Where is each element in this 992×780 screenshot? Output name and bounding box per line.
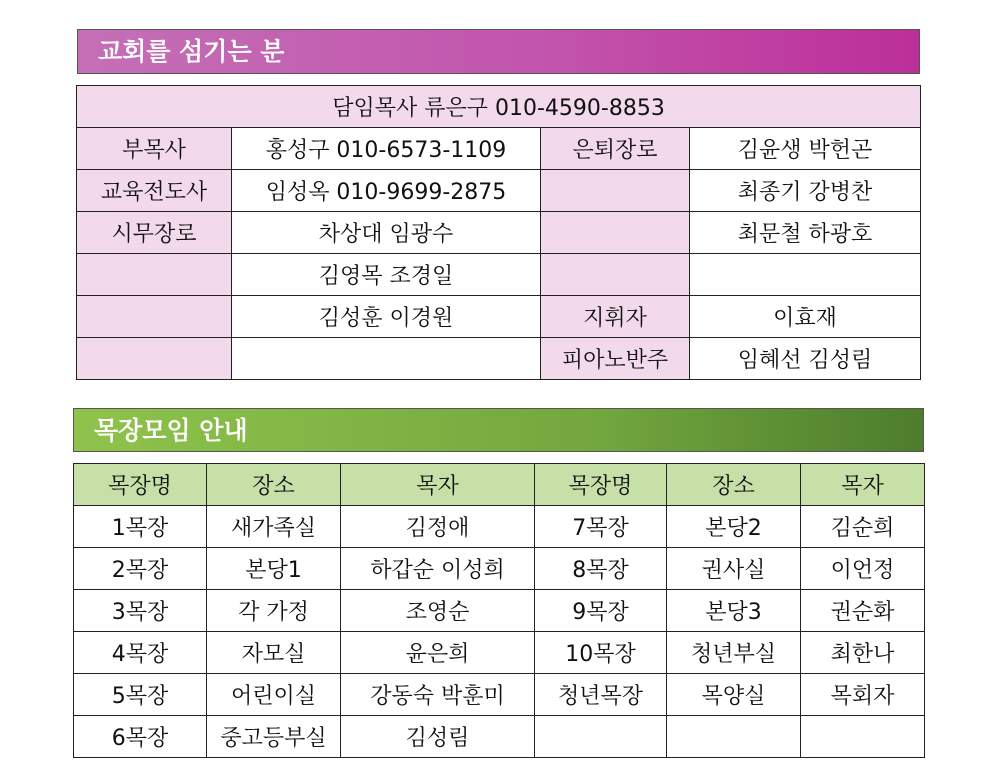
- table-cell: 8목장: [535, 548, 667, 590]
- role-cell: 교육전도사: [77, 170, 232, 212]
- table-cell: 김성림: [341, 716, 535, 758]
- table-cell: 6목장: [74, 716, 207, 758]
- role-cell: [541, 212, 690, 254]
- column-header: 목장명: [535, 464, 667, 506]
- table-cell: 이언정: [801, 548, 925, 590]
- role-cell: [77, 254, 232, 296]
- table-cell: 청년목장: [535, 674, 667, 716]
- table-row: [77, 170, 921, 212]
- cell-groups-section-title: 목장모임 안내: [73, 408, 924, 452]
- senior-pastor-cell: 담임목사 류은구 010-4590-8853: [77, 86, 921, 128]
- table-row: [74, 548, 925, 590]
- table-row: [77, 128, 921, 170]
- name-cell: 최종기 강병찬: [690, 170, 921, 212]
- table-cell: 본당3: [667, 590, 801, 632]
- name-cell: 임성옥 010-9699-2875: [232, 170, 541, 212]
- table-cell: 10목장: [535, 632, 667, 674]
- table-cell: 각 가정: [207, 590, 341, 632]
- name-cell: 이효재: [690, 296, 921, 338]
- table-cell: 어린이실: [207, 674, 341, 716]
- table-cell: [535, 716, 667, 758]
- table-cell: 하갑순 이성희: [341, 548, 535, 590]
- table-cell: 윤은희: [341, 632, 535, 674]
- table-row: [74, 590, 925, 632]
- role-cell: [77, 296, 232, 338]
- table-row: [77, 296, 921, 338]
- table-cell: 1목장: [74, 506, 207, 548]
- cell-groups-table: [73, 463, 925, 758]
- table-cell: 권사실: [667, 548, 801, 590]
- table-cell: [801, 716, 925, 758]
- table-cell: 강동숙 박훈미: [341, 674, 535, 716]
- servers-section-title: 교회를 섬기는 분: [77, 29, 920, 74]
- role-cell: 피아노반주: [541, 338, 690, 380]
- table-cell: 청년부실: [667, 632, 801, 674]
- table-row: [77, 86, 921, 128]
- name-cell: 홍성구 010-6573-1109: [232, 128, 541, 170]
- name-cell: 차상대 임광수: [232, 212, 541, 254]
- table-cell: 권순화: [801, 590, 925, 632]
- table-cell: 3목장: [74, 590, 207, 632]
- table-cell: 7목장: [535, 506, 667, 548]
- role-cell: 시무장로: [77, 212, 232, 254]
- table-row: [77, 254, 921, 296]
- table-cell: 조영순: [341, 590, 535, 632]
- column-header: 목자: [801, 464, 925, 506]
- role-cell: [541, 254, 690, 296]
- role-cell: [77, 338, 232, 380]
- name-cell: 김성훈 이경원: [232, 296, 541, 338]
- table-cell: 2목장: [74, 548, 207, 590]
- table-row: [77, 212, 921, 254]
- table-cell: [667, 716, 801, 758]
- table-cell: 새가족실: [207, 506, 341, 548]
- table-cell: 본당2: [667, 506, 801, 548]
- name-cell: [232, 338, 541, 380]
- table-cell: 김순희: [801, 506, 925, 548]
- table-row: [74, 506, 925, 548]
- table-cell: 목회자: [801, 674, 925, 716]
- table-row: [74, 632, 925, 674]
- table-row: [77, 338, 921, 380]
- table-cell: 5목장: [74, 674, 207, 716]
- table-cell: 4목장: [74, 632, 207, 674]
- table-cell: 최한나: [801, 632, 925, 674]
- servers-table: [76, 85, 921, 380]
- name-cell: 최문철 하광호: [690, 212, 921, 254]
- table-cell: 김정애: [341, 506, 535, 548]
- name-cell: 김영목 조경일: [232, 254, 541, 296]
- table-cell: 자모실: [207, 632, 341, 674]
- name-cell: 임혜선 김성림: [690, 338, 921, 380]
- column-header: 장소: [667, 464, 801, 506]
- role-cell: 부목사: [77, 128, 232, 170]
- table-cell: 본당1: [207, 548, 341, 590]
- name-cell: 김윤생 박헌곤: [690, 128, 921, 170]
- column-header: 목자: [341, 464, 535, 506]
- table-cell: 9목장: [535, 590, 667, 632]
- table-cell: 목양실: [667, 674, 801, 716]
- column-header: 장소: [207, 464, 341, 506]
- name-cell: [690, 254, 921, 296]
- role-cell: 은퇴장로: [541, 128, 690, 170]
- role-cell: 지휘자: [541, 296, 690, 338]
- table-cell: 중고등부실: [207, 716, 341, 758]
- table-header-row: [74, 464, 925, 506]
- table-row: [74, 674, 925, 716]
- table-row: [74, 716, 925, 758]
- column-header: 목장명: [74, 464, 207, 506]
- role-cell: [541, 170, 690, 212]
